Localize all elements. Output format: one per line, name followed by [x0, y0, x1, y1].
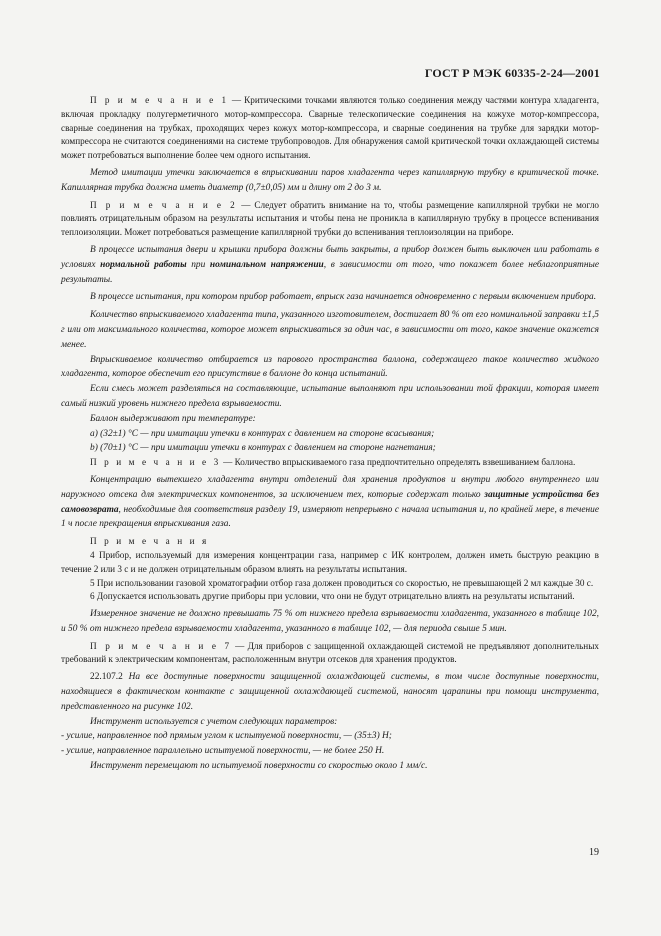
term-non-self-resetting-device: защитные устройства без самовозврата — [61, 489, 599, 515]
page-number: 19 — [589, 847, 599, 858]
paragraph — [61, 473, 599, 532]
note-lead: П р и м е ч а н и е 3 — [90, 457, 221, 468]
note-7 — [61, 640, 599, 668]
paragraph: В процессе испытания, при котором прибор работает, впрыск газа начинается одновременно с первым включением прибора. — [90, 292, 597, 303]
paragraph: Количество впрыскиваемого хладагента типа, указанного изготовителем, достигает 80 % от его номинальной заправки ±1,5 г или от максимального количества, которое может впрыскиваться за один час, в зависимости от того, какое значение окажется менее. — [61, 310, 599, 350]
list-item: a) (32±1) °С — при имитации утечки в контурах с давлением на стороне всасывания; — [90, 428, 435, 439]
paragraph: Измеренное значение не должно превышать 75 % от нижнего предела взрываемости хладагента, указанного в таблице 102, и 50 % от нижнего предела взрываемости хладагента, указанного в таблице 102, — для периода свыше 5 мин. — [61, 609, 599, 634]
document-body — [61, 94, 599, 774]
note-3 — [61, 456, 599, 470]
note-6: 6 Допускается использовать другие приборы при условии, что они не будут отрицательно влиять на результаты испытаний. — [90, 591, 575, 602]
note-text: — Количество впрыскиваемого газа предпочтительно определять взвешиванием баллона. — [220, 457, 576, 468]
note-5: 5 При использовании газовой хроматографии отбор газа должен проводиться со скоростью, не превышающей 2 мл каждые 30 с. — [90, 577, 594, 588]
paragraph: Если смесь может разделяться на составляющие, испытание выполняют при использовании той фракции, которая имеет самый низкий уровень нижнего предела взрываемости. — [61, 384, 599, 409]
note-text: — Критическими точками являются только соединения между частями контура хладагента, включая прокладку полугерметичного мотор-компрессора. Сварные телескопические соединения на кожухе мотор-компрессора, сварные соединения на трубках, проходящих через кожух мотор-компрессора, и сварные соединения на трубке для зарядки мотор-компрессора не считаются соединениями на системе трубопроводов. Для обнаружения самой критической точки охлаждающей системы может потребоваться выполнение более чем одного испытания. — [61, 95, 599, 161]
text-run: , в зависимости от того, что покажет более неблагоприятные результаты. — [61, 259, 599, 285]
paragraph: Метод имитации утечки заключается в впрыскивании паров хладагента через капиллярную трубку в критической точке. Капиллярная трубка должна иметь диаметр (0,7±0,05) мм и длину от 2 до 3 м. — [61, 167, 599, 193]
note-lead: П р и м е ч а н и е 2 — [90, 199, 238, 210]
note-lead: П р и м е ч а н и е 1 — [90, 95, 229, 105]
note-1 — [61, 94, 599, 163]
note-2 — [61, 199, 599, 240]
note-text: — Следует обратить внимание на то, чтобы размещение капиллярной трубки не могло повлиять отрицательным образом на результаты испытания и чтобы пена не проникла в капиллярную трубку в процессе вспенивания теплоизоляции. Может потребоваться размещение капиллярной трубки до вспенивания теплоизоляции на приборе. — [61, 199, 599, 238]
clause-number: 22.107.2 — [90, 672, 129, 683]
text-run: , необходимые для соответствия разделу 19, измеряют непрерывно с начала испытания и, по крайней мере, в течение 1 ч после прекращения впрыскивания газа. — [61, 504, 599, 530]
paragraph — [61, 243, 599, 287]
term-rated-voltage: номинальном напряжении — [209, 259, 324, 270]
clause-22-107-2 — [61, 670, 599, 714]
text-run: В процессе испытания двери и крышки прибора должны быть закрыты, а прибор должен быть выключен или работать в условиях — [61, 244, 599, 270]
note-lead: П р и м е ч а н и е 7 — [90, 640, 232, 651]
list-item: - усилие, направленное параллельно испытуемой поверхности, — не более 250 Н. — [61, 746, 385, 757]
note-4: 4 Прибор, используемый для измерения концентрации газа, например с ИК контролем, должен иметь быструю реакцию в течение 2 или 3 с и не должен отрицательным образом влиять на результаты испытания. — [61, 549, 599, 574]
notes-heading: П р и м е ч а н и я — [90, 536, 209, 547]
list-item: b) (70±1) °С — при имитации утечки в контурах с давлением на стороне нагнетания; — [90, 443, 436, 454]
text-run: Концентрацию вытекшего хладагента внутри отделений для хранения продуктов и внутри любого внутреннего или наружного отсека для электрических компонентов, за исключением тех, которые содержат только — [61, 474, 599, 500]
document-header: ГОСТ Р МЭК 60335-2-24—2001 — [424, 66, 600, 80]
paragraph: Впрыскиваемое количество отбирается из парового пространства баллона, содержащего такое количество жидкого хладагента, которое обеспечит его присутствие в баллоне до конца испытаний. — [61, 354, 599, 380]
paragraph: Инструмент используется с учетом следующих параметров: — [90, 716, 338, 727]
text-run: На все доступные поверхности защищенной охлаждающей системы, в том числе доступные поверхности, находящиеся в фактическом контакте с защищенной охлаждающей системой, наносят царапины при помощи инструмента, представленного на рисунке 102. — [61, 672, 599, 712]
term-normal-operation: нормальной работы — [100, 259, 187, 270]
list-item: - усилие, направленное под прямым углом к испытуемой поверхности, — (35±3) Н; — [61, 731, 392, 742]
text-run: при — [186, 259, 210, 270]
note-text: — Для приборов с защищенной охлаждающей системой не предъявляют дополнительных требований к электрическим компонентам, расположенным внутри отсеков для хранения продуктов. — [61, 640, 599, 665]
paragraph: Баллон выдерживают при температуре: — [90, 413, 256, 424]
paragraph: Инструмент перемещают по испытуемой поверхности со скоростью около 1 мм/с. — [90, 761, 428, 772]
